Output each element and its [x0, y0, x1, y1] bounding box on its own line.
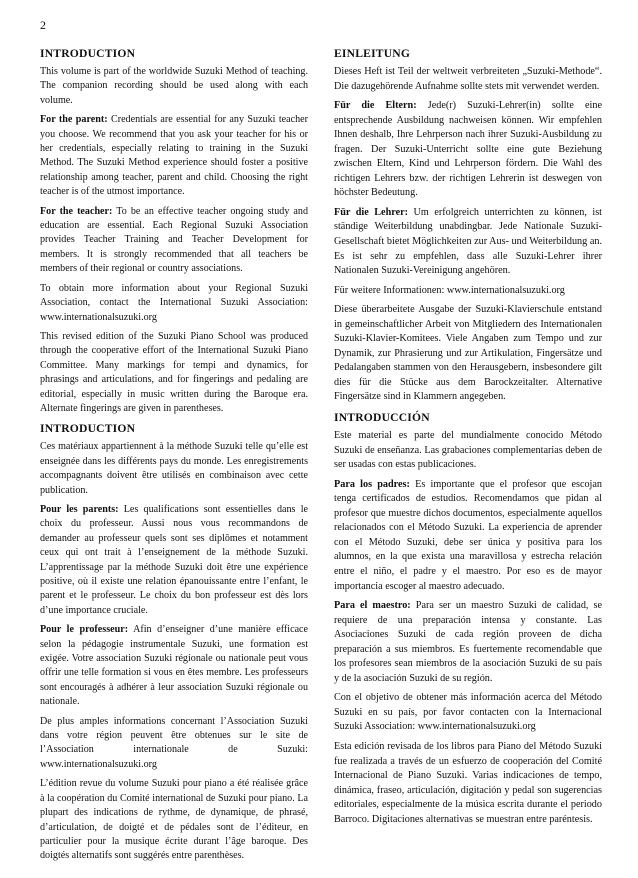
german-parent-label: Für die Eltern:	[334, 100, 417, 112]
spanish-info-paragraph: Con el objetivo de obtener más información acerca del Método Suzuki en su país, por favor contacten con la Internacional Suzuki Association: www.internationalsuzuki.org	[334, 692, 602, 733]
english-heading: INTRODUCTION	[40, 47, 136, 60]
spanish-intro-paragraph: Este material es parte del mundialmente conocido Método Suzuki de enseñanza. Las grabaciones complementarias deben de ser usadas con estas publicaciones.	[334, 430, 602, 471]
french-parent-label: Pour les parents:	[40, 503, 119, 515]
spanish-parent-text: Es importante que el profesor que escojan tenga certificados de estudios. Recomendamos que pidan al profesor que muestre dichos documentos, especialmente aquellos relacionados con el Método Suzuki. La experiencia de aprender con el Método Suzuki, debe ser única y positiva para los alumnos, en la que exista una maravillosa y estrecha relación entre el niño, el padre y el maestro. Por eso es de mayor importancia escoger al maestro adecuado.	[334, 478, 602, 592]
page-number: 2	[40, 18, 46, 32]
spanish-revised-paragraph: Esta edición revisada de los libros para Piano del Método Suzuki fue realizada a través de un esfuerzo de cooperación del Comité Internacional de Piano Suzuki. Varias indicaciones de tempo, dinámica, fraseo, articulación, digitación y pedal son sugerencias editoriales, especialmente de la música escrita durante el periodo Barroco. Digitaciones alternativas se muestran entre paréntesis.	[334, 740, 602, 825]
french-heading: INTRODUCTION	[40, 422, 136, 436]
german-parent-text: Jede(r) Suzuki-Lehrer(in) sollte eine entsprechende Ausbildung nachweisen können. Wir empfehlen Ihnen deshalb, Ihre Lehrperson nach ihrer Suzuki-Ausbildung zu fragen. Der Suzuki-Unterricht sollte eine gute Beziehung zwischen Eltern, Kind und Lehrperson fördern. Die Wahl des richtigen Lehrers bzw. der richtigen Lehrerin ist deswegen von höchster Bedeutung.	[334, 100, 602, 199]
english-intro-paragraph: This volume is part of the worldwide Suzuki Method of teaching. The companion recording should be used along with each volume.	[40, 66, 308, 106]
french-section	[40, 422, 308, 863]
spanish-teacher-label: Para el maestro:	[334, 600, 411, 612]
german-intro-paragraph: Dieses Heft ist Teil der weltweit verbreiteten „Suzuki-Methode“. Die dazugehörende Aufnahme sollte stets mit verwendet werden.	[334, 66, 602, 92]
french-teacher-text: Afin d’enseigner d’une manière efficace selon la pédagogie instrumentale Suzuki, une formation est exigée. Votre association Suzuki régionale ou nationale peut vous offrir une telle formation si vous en êtes membre. Les professeurs sont encouragés à adhérer à leur association Suzuki régionale ou nationale.	[40, 624, 309, 708]
french-parent-text: Les qualifications sont essentielles dans le choix du professeur. Aussi nous vous recommandons de demander au professeur quels sont ses diplômes et notamment ceux qui ont trait à l’enseignement de la méthode Suzuki. L’apprentissage par la méthode Suzuki doit être une expérience positive, où il existe une relation épanouissante entre l’enfant, le parent et le professeur. Le choix du bon professeur est dès lors d’une importance cruciale.	[40, 503, 308, 616]
german-teacher-text: Um erfolgreich unterrichten zu können, ist ständige Weiterbildung unabdingbar. Jede Nationale Suzuki-Gesellschaft bietet Möglichkeiten zur Aus- und Weiterbildung an. Es ist sehr zu empfehlen, dass alle Suzuki-Lehrer ihrer Nationalen Suzuki-Vereinigung angehören.	[334, 206, 603, 277]
english-teacher-text: To be an effective teacher ongoing study and education are essential. Each Regional Suzuki Association provides Teacher Training and Teacher Development for members. It is strongly recommended that all teachers be members of their regional or country associations.	[40, 205, 308, 275]
english-teacher-label: For the teacher:	[40, 205, 113, 217]
german-teacher-paragraph	[334, 206, 602, 279]
spanish-parent-label: Para los padres:	[334, 478, 410, 490]
spanish-section	[334, 411, 602, 827]
german-section	[334, 47, 602, 405]
english-info-paragraph: To obtain more information about your Regional Suzuki Association, contact the International Suzuki Association: www.internationalsuzuki.org	[40, 282, 308, 323]
spanish-teacher-text: Para ser un maestro Suzuki de calidad, se requiere de una preparación intensa y constante. Las Asociaciones Suzuki de cada región proveen de dicha preparación a sus miembros. Es fuertemente recomendable que los profesores sean miembros de la asociación Suzuki de su país y de la asociación Suzuki de su región.	[334, 600, 603, 684]
english-revised-paragraph: This revised edition of the Suzuki Piano School was produced through the cooperative effort of the International Suzuki Piano Committee. Many markings for tempi and dynamics, for phrasings and articulations, and for fingerings and pedaling are editorial, especially in music written during the Baroque era. Alternate fingerings are given in parentheses.	[40, 330, 308, 414]
french-parent-paragraph	[40, 503, 308, 618]
english-parent-paragraph	[40, 113, 308, 199]
german-teacher-label: Für die Lehrer:	[334, 206, 409, 218]
english-teacher-paragraph	[40, 205, 308, 277]
english-parent-label: For the parent:	[40, 114, 108, 126]
spanish-heading: INTRODUCCIÓN	[334, 411, 430, 425]
french-revised-paragraph: L’édition revue du volume Suzuki pour piano a été réalisée grâce à la coopération du Comité international de Suzuki pour piano. La plupart des indications de rythme, de dynamique, de phrasé, d’articulation, de doigté et de pédales sont de l’éditeur, en particulier pour la musique écrite durant l’âge baroque. Des doigtés alternatifs sont suggérés entre parenthèses.	[40, 778, 308, 862]
left-column	[40, 47, 308, 869]
right-column	[334, 47, 602, 832]
spanish-teacher-paragraph	[334, 599, 602, 686]
german-info-paragraph: Für weitere Informationen: www.internationalsuzuki.org	[334, 284, 565, 296]
french-teacher-label: Pour le professeur:	[40, 624, 129, 636]
spanish-parent-paragraph	[334, 478, 602, 594]
german-heading: EINLEITUNG	[334, 47, 411, 60]
english-parent-text: Credentials are essential for any Suzuki teacher you choose. We recommend that you ask your teacher for his or her credentials, especially relating to training in the Suzuki Method. The Suzuki Method experience should foster a positive relationship among teacher, parent and child. Choosing the right teacher is of the utmost importance.	[40, 114, 308, 198]
german-parent-paragraph	[334, 99, 602, 201]
german-revised-paragraph: Diese überarbeitete Ausgabe der Suzuki-Klavierschule entstand in gemeinschaftlicher Arbeit von Mitgliedern des Internationalen Suzuki-Klavier-Komitees. Viele Angaben zum Tempo und zur Dynamik, zur Phrasierung und zur Artikulation, Fingersätze und Pedalangaben stammen von den Herausgebern, insbesondere gilt dies für die Stücke aus dem Barockzeitalter. Alternative Fingersätze sind in Klammern angegeben.	[334, 304, 602, 403]
french-info-paragraph: De plus amples informations concernant l’Association Suzuki dans votre région peuvent être obtenues sur le site de l’Association internationale de Suzuki: www.internationalsuzuki.org	[40, 715, 308, 770]
french-intro-paragraph: Ces matériaux appartiennent à la méthode Suzuki telle qu’elle est enseignée dans les différents pays du monde. Les enregistrements accompagnants doivent être utilisés en combinaison avec cette publication.	[40, 441, 308, 496]
french-teacher-paragraph	[40, 623, 308, 709]
english-section	[40, 47, 308, 416]
